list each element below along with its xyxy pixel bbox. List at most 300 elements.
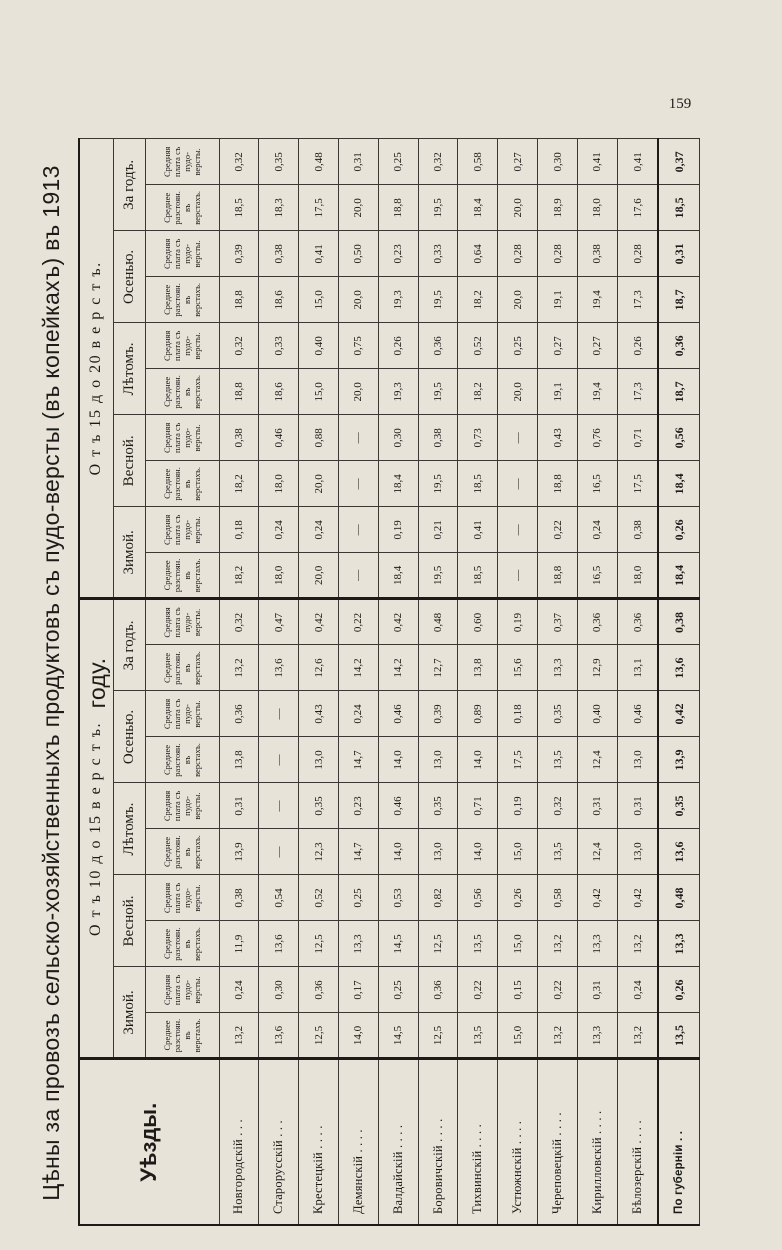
distance-cell: 18,5: [658, 185, 699, 231]
distance-cell: 18,8: [219, 369, 259, 415]
distance-cell: 18,6: [259, 369, 299, 415]
price-cell: 0,31: [617, 783, 658, 829]
price-cell: 0,37: [538, 599, 578, 645]
distance-cell: 18,2: [458, 277, 498, 323]
price-cell: 0,54: [259, 875, 299, 921]
district-name: Крестецкій . . . .: [299, 1059, 339, 1225]
price-cell: 0,43: [538, 415, 578, 461]
price-subheader: Средняя плата съ пудо-версты.: [145, 139, 219, 185]
distance-cell: 18,2: [219, 553, 259, 599]
distance-cell: 12,5: [299, 921, 339, 967]
distance-cell: 20,0: [498, 185, 538, 231]
page-title: Цѣны за провозъ сельско-хозяйственныхъ продуктовъ съ пудо-версты (въ копейкахъ) въ 1913 году.: [38, 165, 110, 1201]
price-cell: —: [498, 415, 538, 461]
price-cell: 0,41: [458, 507, 498, 553]
distance-cell: 12,9: [577, 645, 617, 691]
distance-cell: 18,8: [538, 461, 578, 507]
price-cell: 0,36: [219, 691, 259, 737]
distance-cell: 17,5: [299, 185, 339, 231]
price-cell: 0,24: [617, 967, 658, 1013]
distance-cell: 14,2: [378, 645, 418, 691]
distance-cell: 19,4: [577, 277, 617, 323]
distance-cell: 13,3: [538, 645, 578, 691]
distance-cell: 18,2: [458, 369, 498, 415]
distance-cell: 14,5: [378, 921, 418, 967]
distance-cell: 13,2: [219, 645, 259, 691]
district-column-header: Уѣзды.: [79, 1059, 219, 1225]
price-cell: 0,36: [418, 967, 458, 1013]
price-cell: 0,82: [418, 875, 458, 921]
price-cell: 0,89: [458, 691, 498, 737]
distance-cell: 13,2: [617, 1013, 658, 1059]
price-subheader: Средняя плата съ пудо-версты.: [145, 783, 219, 829]
price-subheader: Средняя плата съ пудо-версты.: [145, 967, 219, 1013]
price-cell: 0,52: [299, 875, 339, 921]
distance-cell: 13,3: [577, 1013, 617, 1059]
season-header: Весной.: [113, 875, 145, 967]
price-cell: 0,88: [299, 415, 339, 461]
price-cell: 0,24: [299, 507, 339, 553]
price-cell: 0,41: [577, 139, 617, 185]
price-cell: 0,26: [658, 507, 699, 553]
price-cell: 0,28: [498, 231, 538, 277]
distance-cell: 15,0: [498, 829, 538, 875]
price-cell: 0,46: [259, 415, 299, 461]
distance-cell: 13,2: [219, 1013, 259, 1059]
price-cell: 0,22: [538, 967, 578, 1013]
price-cell: 0,19: [498, 599, 538, 645]
price-cell: 0,26: [378, 323, 418, 369]
distance-cell: 13,8: [219, 737, 259, 783]
price-cell: 0,36: [299, 967, 339, 1013]
distance-cell: 11,9: [219, 921, 259, 967]
distance-cell: 18,9: [538, 185, 578, 231]
distance-cell: 12,4: [577, 737, 617, 783]
price-cell: 0,15: [498, 967, 538, 1013]
distance-cell: 12,5: [299, 1013, 339, 1059]
distance-cell: 18,2: [219, 461, 259, 507]
distance-cell: 13,0: [418, 829, 458, 875]
price-cell: 0,24: [219, 967, 259, 1013]
price-cell: —: [338, 415, 378, 461]
distance-subheader: Среднее разстоян. въ верстахъ.: [145, 737, 219, 783]
price-cell: 0,41: [617, 139, 658, 185]
distance-cell: 20,0: [338, 185, 378, 231]
distance-subheader: Среднее разстоян. въ верстахъ.: [145, 369, 219, 415]
price-cell: 0,24: [577, 507, 617, 553]
price-cell: 0,27: [498, 139, 538, 185]
price-cell: 0,27: [577, 323, 617, 369]
distance-cell: 14,2: [338, 645, 378, 691]
price-cell: 0,19: [378, 507, 418, 553]
price-cell: 0,38: [577, 231, 617, 277]
distance-cell: 13,3: [338, 921, 378, 967]
distance-cell: 18,8: [538, 553, 578, 599]
price-cell: 0,26: [658, 967, 699, 1013]
price-cell: 0,28: [617, 231, 658, 277]
distance-subheader: Среднее разстоян. въ верстахъ.: [145, 921, 219, 967]
season-header: Осенью.: [113, 231, 145, 323]
distance-cell: 13,9: [219, 829, 259, 875]
price-cell: —: [259, 691, 299, 737]
price-cell: 0,47: [259, 599, 299, 645]
distance-cell: 19,5: [418, 369, 458, 415]
distance-cell: 18,6: [259, 277, 299, 323]
distance-cell: 19,5: [418, 461, 458, 507]
distance-cell: 19,5: [418, 553, 458, 599]
distance-cell: 18,4: [658, 553, 699, 599]
price-cell: 0,31: [577, 783, 617, 829]
distance-cell: 20,0: [498, 369, 538, 415]
distance-cell: 14,0: [378, 829, 418, 875]
price-subheader: Средняя плата съ пудо-версты.: [145, 231, 219, 277]
distance-cell: 14,0: [338, 1013, 378, 1059]
table-row: [259, 139, 299, 1225]
price-cell: 0,46: [378, 783, 418, 829]
price-cell: 0,42: [658, 691, 699, 737]
distance-cell: 18,5: [219, 185, 259, 231]
price-cell: 0,33: [418, 231, 458, 277]
distance-subheader: Среднее разстоян. въ верстахъ.: [145, 645, 219, 691]
distance-cell: 13,6: [658, 829, 699, 875]
table-row: [538, 139, 578, 1225]
price-cell: 0,31: [219, 783, 259, 829]
price-cell: 0,31: [577, 967, 617, 1013]
price-cell: 0,40: [299, 323, 339, 369]
price-cell: 0,56: [458, 875, 498, 921]
distance-cell: 14,0: [378, 737, 418, 783]
price-cell: 0,46: [378, 691, 418, 737]
distance-cell: 20,0: [338, 277, 378, 323]
distance-cell: —: [338, 461, 378, 507]
price-cell: 0,25: [338, 875, 378, 921]
price-cell: 0,37: [658, 139, 699, 185]
distance-cell: 13,2: [617, 921, 658, 967]
price-cell: 0,42: [577, 875, 617, 921]
distance-cell: 20,0: [299, 553, 339, 599]
price-cell: 0,26: [617, 323, 658, 369]
district-name: Боровичскій . . . .: [418, 1059, 458, 1225]
price-cell: 0,58: [458, 139, 498, 185]
distance-cell: 13,2: [538, 921, 578, 967]
price-cell: 0,43: [299, 691, 339, 737]
price-cell: 0,38: [617, 507, 658, 553]
price-cell: 0,42: [617, 875, 658, 921]
price-cell: 0,39: [219, 231, 259, 277]
price-subheader: Средняя плата съ пудо-версты.: [145, 599, 219, 645]
price-cell: 0,28: [538, 231, 578, 277]
price-cell: 0,25: [378, 967, 418, 1013]
price-cell: 0,22: [338, 599, 378, 645]
distance-cell: 13,5: [658, 1013, 699, 1059]
season-header: За годъ.: [113, 139, 145, 231]
price-subheader: Средняя плата съ пудо-версты.: [145, 323, 219, 369]
price-cell: 0,71: [458, 783, 498, 829]
distance-cell: 13,6: [658, 645, 699, 691]
page-number: 159: [668, 96, 692, 112]
price-cell: 0,41: [299, 231, 339, 277]
distance-cell: 18,4: [378, 553, 418, 599]
price-cell: 0,21: [418, 507, 458, 553]
distance-cell: 12,5: [418, 921, 458, 967]
distance-cell: 14,5: [378, 1013, 418, 1059]
distance-cell: 13,5: [538, 737, 578, 783]
season-header: Весной.: [113, 415, 145, 507]
price-cell: 0,48: [658, 875, 699, 921]
table-row: [617, 139, 658, 1225]
price-cell: 0,24: [338, 691, 378, 737]
distance-cell: 17,6: [617, 185, 658, 231]
distance-cell: 16,5: [577, 553, 617, 599]
distance-cell: 18,3: [259, 185, 299, 231]
distance-cell: 17,3: [617, 277, 658, 323]
distance-cell: 12,6: [299, 645, 339, 691]
season-header: Осенью.: [113, 691, 145, 783]
distance-cell: 17,3: [617, 369, 658, 415]
distance-cell: 15,0: [299, 277, 339, 323]
distance-cell: 12,7: [418, 645, 458, 691]
price-subheader: Средняя плата съ пудо-версты.: [145, 507, 219, 553]
distance-cell: 16,5: [577, 461, 617, 507]
price-cell: 0,56: [658, 415, 699, 461]
distance-subheader: Среднее разстоян. въ верстахъ.: [145, 553, 219, 599]
price-cell: 0,25: [498, 323, 538, 369]
price-cell: 0,71: [617, 415, 658, 461]
distance-cell: 12,3: [299, 829, 339, 875]
distance-subheader: Среднее разстоян. въ верстахъ.: [145, 829, 219, 875]
distance-cell: 18,7: [658, 369, 699, 415]
price-cell: 0,40: [577, 691, 617, 737]
distance-cell: 13,6: [259, 645, 299, 691]
distance-cell: 19,1: [538, 277, 578, 323]
distance-cell: 17,5: [617, 461, 658, 507]
distance-cell: 18,8: [219, 277, 259, 323]
distance-cell: 13,3: [658, 921, 699, 967]
season-header: Зимой.: [113, 967, 145, 1059]
price-cell: 0,38: [219, 875, 259, 921]
district-name: Старорусскій . . .: [259, 1059, 299, 1225]
district-name: Тихвинскій . . . .: [458, 1059, 498, 1225]
table-row: [498, 139, 538, 1225]
price-cell: 0,38: [658, 599, 699, 645]
district-name: Демянскій . . . .: [338, 1059, 378, 1225]
distance-cell: 14,7: [338, 737, 378, 783]
price-cell: 0,32: [219, 323, 259, 369]
price-cell: 0,42: [378, 599, 418, 645]
price-cell: 0,48: [418, 599, 458, 645]
distance-cell: 13,0: [617, 737, 658, 783]
table-container: [78, 140, 700, 1226]
price-cell: 0,31: [338, 139, 378, 185]
distance-cell: —: [338, 553, 378, 599]
price-cell: 0,32: [418, 139, 458, 185]
price-cell: 0,76: [577, 415, 617, 461]
distance-cell: 15,0: [498, 921, 538, 967]
price-cell: 0,75: [338, 323, 378, 369]
price-cell: 0,38: [418, 415, 458, 461]
distance-cell: 13,2: [538, 1013, 578, 1059]
price-cell: 0,31: [658, 231, 699, 277]
distance-subheader: Среднее разстоян. въ верстахъ.: [145, 277, 219, 323]
district-name: Бѣлозерскій . . . .: [617, 1059, 658, 1225]
distance-cell: 17,5: [498, 737, 538, 783]
price-cell: 0,30: [538, 139, 578, 185]
season-header: За годъ.: [113, 599, 145, 691]
season-header: Зимой.: [113, 507, 145, 599]
price-cell: 0,35: [538, 691, 578, 737]
district-name: Новгородскій . . .: [219, 1059, 259, 1225]
distance-cell: 13,8: [458, 645, 498, 691]
table-row: [338, 139, 378, 1225]
distance-cell: 18,7: [658, 277, 699, 323]
price-cell: 0,38: [219, 415, 259, 461]
price-cell: 0,36: [658, 323, 699, 369]
distance-cell: 18,0: [577, 185, 617, 231]
district-name: Устюжнскій . . . .: [498, 1059, 538, 1225]
distance-cell: —: [259, 829, 299, 875]
price-cell: 0,35: [299, 783, 339, 829]
distance-cell: 19,5: [418, 277, 458, 323]
price-cell: 0,39: [418, 691, 458, 737]
table-row: [458, 139, 498, 1225]
price-cell: 0,58: [538, 875, 578, 921]
distance-cell: 13,5: [458, 1013, 498, 1059]
price-cell: 0,73: [458, 415, 498, 461]
price-cell: 0,23: [338, 783, 378, 829]
distance-cell: —: [498, 461, 538, 507]
price-cell: 0,50: [338, 231, 378, 277]
distance-cell: 19,1: [538, 369, 578, 415]
district-name: Валдайскій . . . .: [378, 1059, 418, 1225]
range-header-10-15: О т ъ 10 д о 15 в е р с т ъ.: [79, 599, 113, 1059]
price-cell: —: [259, 783, 299, 829]
price-subheader: Средняя плата съ пудо-версты.: [145, 415, 219, 461]
price-cell: 0,48: [299, 139, 339, 185]
distance-cell: 14,0: [458, 737, 498, 783]
price-cell: 0,25: [378, 139, 418, 185]
table-row: [378, 139, 418, 1225]
distance-cell: 18,0: [617, 553, 658, 599]
distance-cell: 19,3: [378, 277, 418, 323]
distance-cell: 15,0: [498, 1013, 538, 1059]
distance-cell: 20,0: [338, 369, 378, 415]
table-row: [577, 139, 617, 1225]
price-cell: 0,35: [658, 783, 699, 829]
table-row: [418, 139, 458, 1225]
distance-subheader: Среднее разстоян. въ верстахъ.: [145, 1013, 219, 1059]
distance-cell: 13,6: [259, 1013, 299, 1059]
distance-cell: 13,3: [577, 921, 617, 967]
district-name: Кирилловскій . . . .: [577, 1059, 617, 1225]
distance-cell: 20,0: [299, 461, 339, 507]
distance-cell: 18,5: [458, 461, 498, 507]
price-cell: 0,60: [458, 599, 498, 645]
price-cell: 0,18: [219, 507, 259, 553]
district-name: Череповецкій . . . .: [538, 1059, 578, 1225]
distance-cell: —: [498, 553, 538, 599]
price-cell: 0,19: [498, 783, 538, 829]
total-row: [658, 139, 699, 1225]
price-cell: 0,32: [219, 139, 259, 185]
distance-cell: 13,9: [658, 737, 699, 783]
price-cell: 0,42: [299, 599, 339, 645]
distance-cell: 12,4: [577, 829, 617, 875]
price-table: [78, 138, 700, 1226]
price-cell: 0,18: [498, 691, 538, 737]
distance-cell: 19,5: [418, 185, 458, 231]
price-cell: 0,32: [219, 599, 259, 645]
price-cell: 0,38: [259, 231, 299, 277]
price-cell: 0,36: [617, 599, 658, 645]
price-cell: 0,30: [378, 415, 418, 461]
distance-cell: 13,5: [538, 829, 578, 875]
price-cell: 0,27: [538, 323, 578, 369]
distance-cell: 13,0: [617, 829, 658, 875]
distance-cell: 19,4: [577, 369, 617, 415]
price-cell: 0,22: [538, 507, 578, 553]
distance-subheader: Среднее разстоян. въ верстахъ.: [145, 461, 219, 507]
distance-cell: —: [259, 737, 299, 783]
distance-cell: 14,0: [458, 829, 498, 875]
distance-cell: 13,0: [418, 737, 458, 783]
distance-cell: 12,5: [418, 1013, 458, 1059]
price-cell: 0,24: [259, 507, 299, 553]
price-subheader: Средняя плата съ пудо-версты.: [145, 691, 219, 737]
distance-cell: 13,5: [458, 921, 498, 967]
distance-cell: 18,5: [458, 553, 498, 599]
price-subheader: Средняя плата съ пудо-версты.: [145, 875, 219, 921]
distance-cell: 18,0: [259, 553, 299, 599]
distance-cell: 13,6: [259, 921, 299, 967]
distance-cell: 18,4: [658, 461, 699, 507]
season-header: Лѣтомъ.: [113, 783, 145, 875]
range-header-15-20: О т ъ 15 д о 20 в е р с т ъ.: [79, 139, 113, 599]
distance-cell: 13,0: [299, 737, 339, 783]
district-name: По губерніи . .: [658, 1059, 699, 1225]
rotated-page: [28, 140, 704, 1226]
price-cell: 0,26: [498, 875, 538, 921]
distance-subheader: Среднее разстоян. въ верстахъ.: [145, 185, 219, 231]
price-cell: 0,53: [378, 875, 418, 921]
price-cell: 0,23: [378, 231, 418, 277]
price-cell: —: [498, 507, 538, 553]
season-header: Лѣтомъ.: [113, 323, 145, 415]
price-cell: —: [338, 507, 378, 553]
price-cell: 0,35: [418, 783, 458, 829]
price-cell: 0,33: [259, 323, 299, 369]
distance-cell: 18,4: [458, 185, 498, 231]
price-cell: 0,32: [538, 783, 578, 829]
distance-cell: 20,0: [498, 277, 538, 323]
table-row: [219, 139, 259, 1225]
price-cell: 0,30: [259, 967, 299, 1013]
distance-cell: 15,6: [498, 645, 538, 691]
price-cell: 0,64: [458, 231, 498, 277]
price-cell: 0,35: [259, 139, 299, 185]
price-cell: 0,36: [577, 599, 617, 645]
price-cell: 0,52: [458, 323, 498, 369]
distance-cell: 18,0: [259, 461, 299, 507]
price-cell: 0,36: [418, 323, 458, 369]
price-cell: 0,22: [458, 967, 498, 1013]
table-row: [299, 139, 339, 1225]
distance-cell: 13,1: [617, 645, 658, 691]
price-cell: 0,17: [338, 967, 378, 1013]
distance-cell: 19,3: [378, 369, 418, 415]
distance-cell: 15,0: [299, 369, 339, 415]
distance-cell: 18,8: [378, 185, 418, 231]
price-cell: 0,46: [617, 691, 658, 737]
